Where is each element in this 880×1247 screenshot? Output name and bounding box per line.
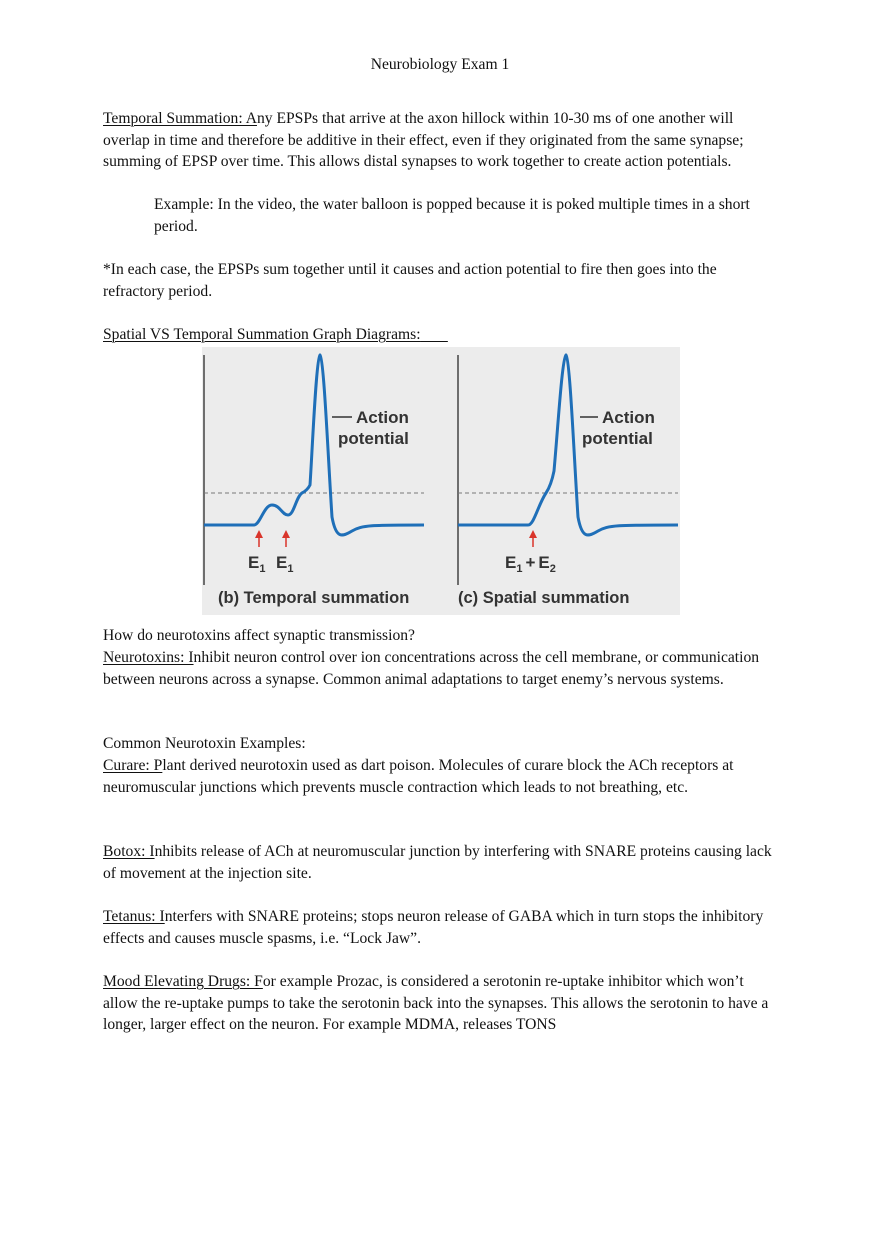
graphs-heading	[103, 324, 775, 346]
panel-c-e-a-sub: 1	[516, 563, 523, 575]
figure-background	[202, 347, 680, 615]
summation-note: *In each case, the EPSPs sum together until it causes and action potential to fire then goes into the refractory period.	[103, 261, 717, 300]
tetanus-term: Tetanus: I	[103, 908, 165, 925]
curare-term: Curare: P	[103, 757, 163, 774]
panel-b-label-line2: potential	[338, 429, 409, 448]
panel-c-caption: (c) Spatial summation	[458, 589, 630, 607]
curare-paragraph	[103, 755, 775, 798]
tetanus-paragraph	[103, 906, 775, 949]
panel-c-e-a-letter: E	[505, 553, 517, 572]
temporal-summation-term: Temporal Summation: A	[103, 110, 257, 127]
temporal-summation-paragraph	[103, 108, 775, 173]
mood-drugs-term: Mood Elevating Drugs: F	[103, 973, 263, 990]
examples-heading: Common Neurotoxin Examples:	[103, 735, 306, 752]
curare-text: lant derived neurotoxin used as dart poison. Molecules of curare block the ACh receptors at neuromuscular junctions which prevents muscle contraction which leads to not breathing, etc.	[103, 757, 734, 796]
neurotoxins-text: nhibit neuron control over ion concentrations across the cell membrane, or communication between neurons across a synapse. Common animal adaptations to target enemy’s nervous systems.	[103, 649, 760, 688]
summation-graphs	[202, 347, 680, 615]
panel-c-e-sum	[505, 553, 556, 575]
panel-b-caption: (b) Temporal summation	[218, 589, 410, 607]
panel-c-label-line2: potential	[582, 429, 653, 448]
panel-b-e-right-letter: E	[276, 553, 288, 572]
graphs-heading-underline-tail	[421, 326, 448, 343]
graphs-heading-text: Spatial VS Temporal Summation Graph Diagrams:	[103, 326, 421, 343]
panel-b-e-right-sub: 1	[287, 563, 294, 575]
temporal-summation-text: ny EPSPs that arrive at the axon hillock within 10-30 ms of one another will overlap in time and therefore be additive in their effect, even if they originated from the same synapse; summing of EPSP over time. This allows distal synapses to work together to create action potentials.	[103, 110, 744, 171]
mood-drugs-text: or example Prozac, is considered a serotonin re-uptake inhibitor which won’t allow the re-uptake pumps to take the serotonin back into the synapses. This allows the serotonin to have a longer, larger effect on the neuron. For example MDMA, releases TONS	[103, 973, 769, 1034]
mood-drugs-paragraph	[103, 971, 775, 1036]
panel-b-label-line1: Action	[356, 408, 409, 427]
tetanus-text: nterfers with SNARE proteins; stops neuron release of GABA which in turn stops the inhibitory effects and causes muscle spasms, i.e. “Lock Jaw”.	[103, 908, 764, 947]
temporal-example: Example: In the video, the water balloon is popped because it is poked multiple times in a short period.	[154, 196, 750, 235]
neurotoxin-question: How do neurotoxins affect synaptic transmission?	[103, 627, 415, 644]
panel-b-e-left-sub: 1	[259, 563, 266, 575]
page-title: Neurobiology Exam 1	[370, 56, 510, 73]
panel-c-label-line1: Action	[602, 408, 655, 427]
neurotoxins-term: Neurotoxins: I	[103, 649, 194, 666]
summation-figure	[202, 347, 680, 615]
panel-c-plus: +	[525, 553, 536, 572]
botox-paragraph	[103, 841, 775, 884]
panel-c-e-b-letter: E	[538, 553, 550, 572]
neurotoxins-paragraph	[103, 647, 775, 690]
botox-text: nhibits release of ACh at neuromuscular junction by interfering with SNARE proteins causing lack of movement at the injection site.	[103, 843, 772, 882]
botox-term: Botox: I	[103, 843, 155, 860]
panel-b-e-left-letter: E	[248, 553, 260, 572]
panel-c-e-b-sub: 2	[549, 563, 556, 575]
